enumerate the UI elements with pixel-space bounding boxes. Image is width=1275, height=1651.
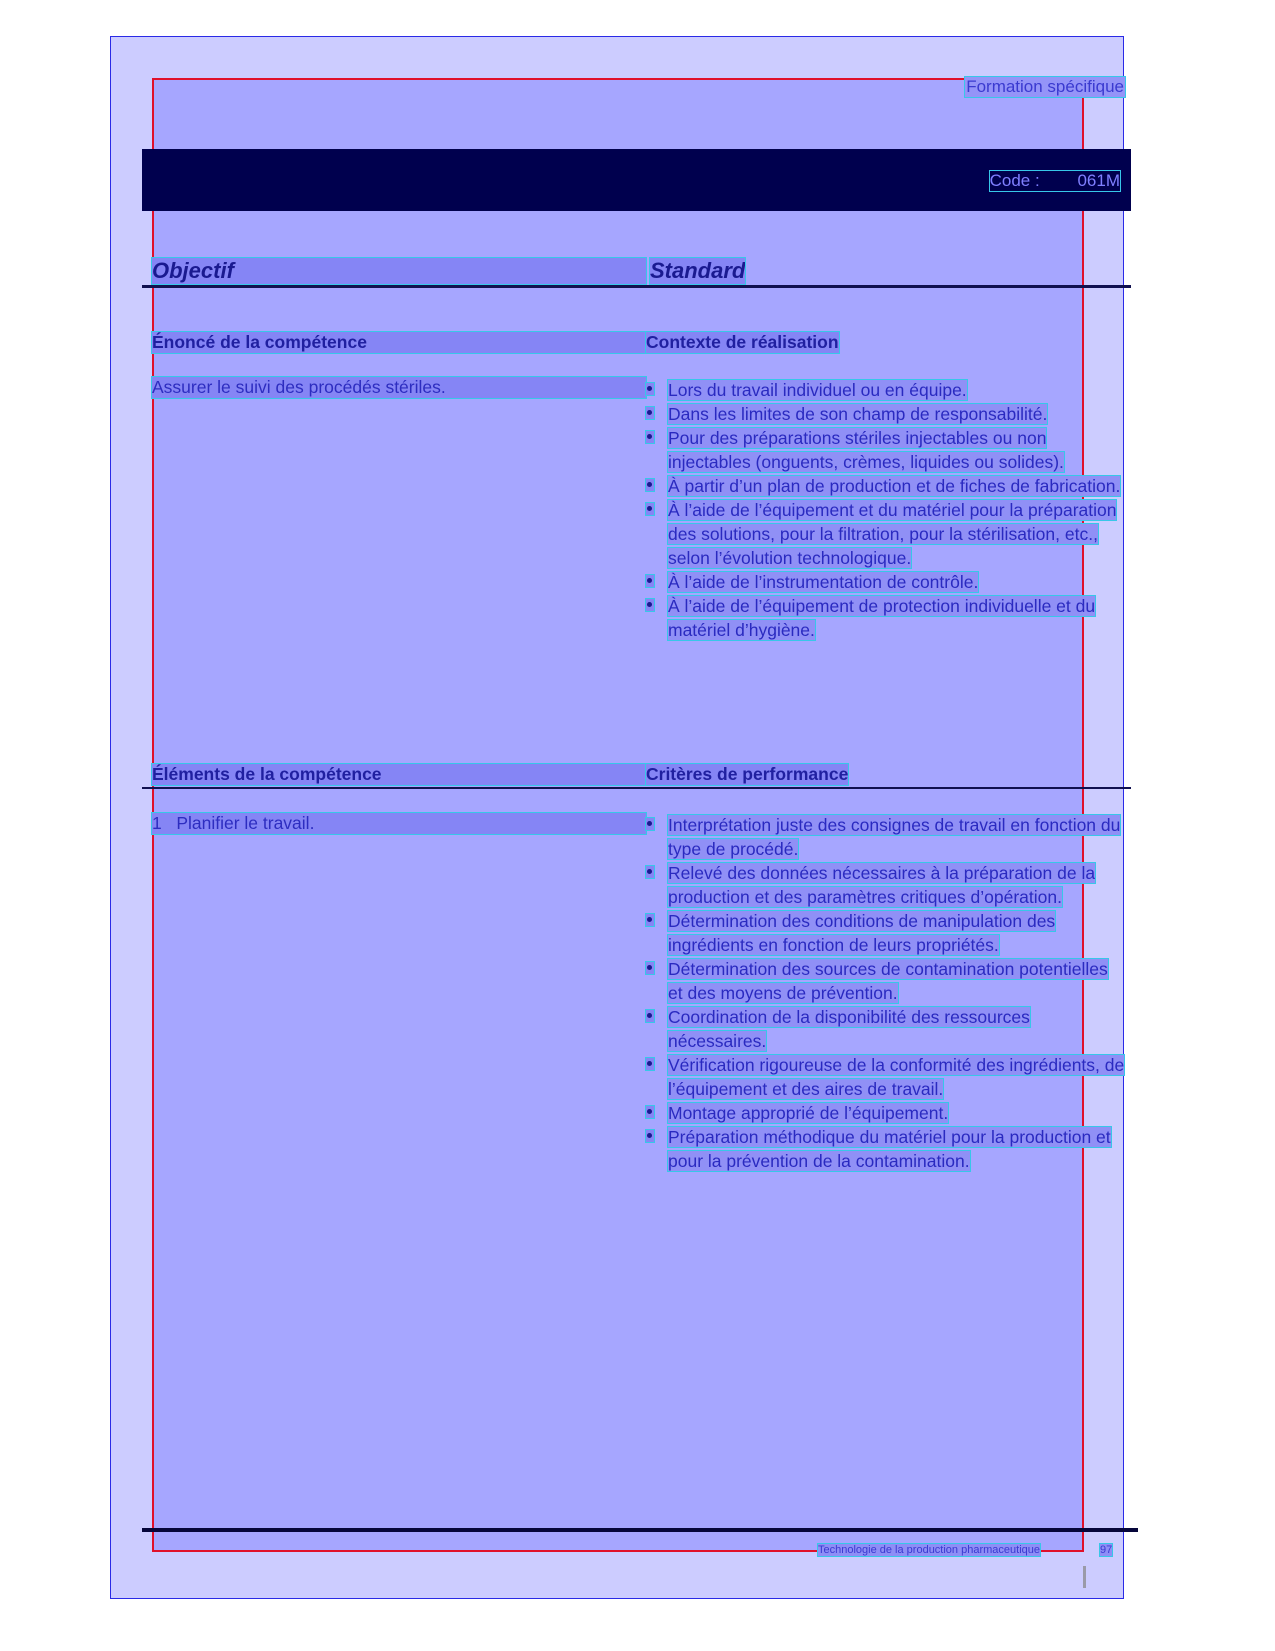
list-item-text: Interprétation juste des consignes de travail en fonction du type de procédé. — [668, 815, 1121, 859]
elements-heading: Éléments de la compétence — [152, 764, 646, 785]
objective-column-title: Objectif — [152, 258, 646, 284]
list-item-text: Vérification rigoureuse de la conformité des ingrédients, de l’équipement et des aires de travail. — [668, 1055, 1125, 1099]
bullet-icon — [646, 431, 654, 443]
competence-statement: Assurer le suivi des procédés stériles. — [152, 377, 646, 398]
header-banner — [142, 149, 1131, 211]
section-rule — [142, 787, 1131, 789]
list-item — [646, 1053, 1126, 1101]
page-number: 97 — [1100, 1544, 1113, 1556]
list-item — [646, 594, 1126, 642]
bullet-icon — [646, 407, 654, 419]
list-item — [646, 498, 1126, 570]
list-item-text: Coordination de la disponibilité des ressources nécessaires. — [668, 1007, 1030, 1051]
list-item — [646, 402, 1126, 426]
code-label: Code : 061M — [989, 171, 1120, 190]
program-label: Formation spécifique — [966, 77, 1124, 96]
competence-statement-heading: Énoncé de la compétence — [152, 332, 646, 353]
bullet-icon — [646, 866, 654, 878]
list-item — [646, 570, 1126, 594]
list-item-text: Détermination des sources de contamination potentielles et des moyens de prévention. — [668, 959, 1108, 1003]
list-item-text: À l’aide de l’équipement et du matériel pour la préparation des solutions, pour la filtration, pour la stérilisation, etc., selon l’évolution technologique. — [668, 500, 1117, 568]
page-edge-marker — [1083, 1566, 1086, 1588]
footer-rule — [142, 1528, 1138, 1532]
footer-title: Technologie de la production pharmaceutique — [818, 1544, 1040, 1556]
header-rule — [142, 285, 1131, 288]
competence-element: 1 Planifier le travail. — [152, 813, 646, 834]
list-item-text: Lors du travail individuel ou en équipe. — [668, 380, 967, 400]
bullet-icon — [646, 503, 654, 515]
list-item — [646, 909, 1126, 957]
list-item — [646, 813, 1126, 861]
list-item-text: Dans les limites de son champ de responsabilité. — [668, 404, 1048, 424]
list-item-text: À partir d’un plan de production et de fiches de fabrication. — [668, 476, 1121, 496]
bullet-icon — [646, 818, 654, 830]
list-item-text: Pour des préparations stériles injectables ou non injectables (onguents, crèmes, liquides ou solides). — [668, 428, 1064, 472]
list-item — [646, 1101, 1126, 1125]
list-item-text: À l’aide de l’équipement de protection individuelle et du matériel d’hygiène. — [668, 596, 1096, 640]
list-item-text: Préparation méthodique du matériel pour la production et pour la prévention de la contamination. — [668, 1127, 1111, 1171]
list-item — [646, 1125, 1126, 1173]
list-item — [646, 861, 1126, 909]
bullet-icon — [646, 1010, 654, 1022]
criteria-list — [646, 813, 1126, 1173]
bullet-icon — [646, 1106, 654, 1118]
context-list — [646, 378, 1126, 642]
list-item-text: Relevé des données nécessaires à la préparation de la production et des paramètres critiques d’opération. — [668, 863, 1096, 907]
bullet-icon — [646, 383, 654, 395]
bullet-icon — [646, 479, 654, 491]
list-item-text: Montage approprié de l’équipement. — [668, 1103, 949, 1123]
bullet-icon — [646, 1058, 654, 1070]
bullet-icon — [646, 1130, 654, 1142]
list-item — [646, 957, 1126, 1005]
list-item — [646, 474, 1126, 498]
list-item — [646, 1005, 1126, 1053]
bullet-icon — [646, 599, 654, 611]
list-item-text: À l’aide de l’instrumentation de contrôle. — [668, 572, 979, 592]
context-heading: Contexte de réalisation — [646, 332, 839, 352]
list-item-text: Détermination des conditions de manipulation des ingrédients en fonction de leurs propriétés. — [668, 911, 1056, 955]
bullet-icon — [646, 575, 654, 587]
standard-column-title: Standard — [650, 258, 746, 283]
bullet-icon — [646, 962, 654, 974]
list-item — [646, 426, 1126, 474]
performance-criteria-heading: Critères de performance — [646, 764, 849, 784]
list-item — [646, 378, 1126, 402]
bullet-icon — [646, 914, 654, 926]
